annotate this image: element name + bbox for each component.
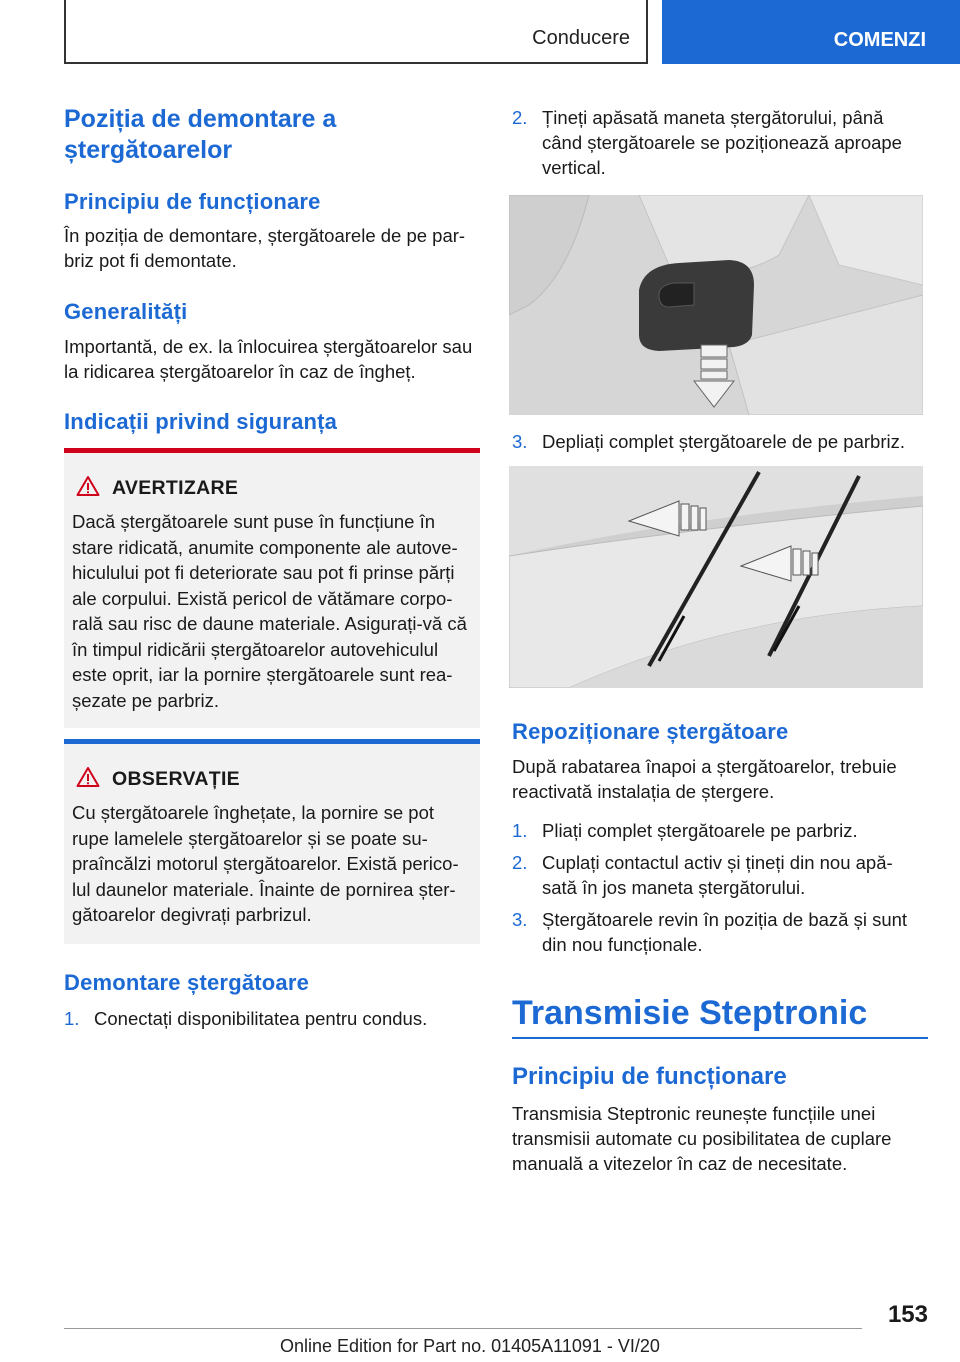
warning-line: Dacă ștergătoarele sunt puse în funcțiune în: [72, 511, 436, 532]
step-line: când ștergătoarele se poziționează aproape: [542, 132, 902, 153]
reposition-text: [512, 754, 897, 804]
step-text: Conectați disponibilitatea pentru condus.: [94, 1008, 428, 1029]
notice-box: [64, 744, 480, 944]
principle-heading: Principiu de funcționare: [64, 189, 321, 214]
step-line: sată în jos maneta ștergătorului.: [542, 877, 806, 898]
step-text: [542, 850, 893, 900]
notice-line: Cu ștergătoarele înghețate, la pornire se pot: [72, 802, 435, 823]
section-label: Conducere: [532, 27, 630, 49]
step-text: Pliați complet ștergătoarele pe parbriz.: [542, 820, 858, 841]
removal-step-3: [512, 429, 928, 454]
notice-line: praîncălzi motorul ștergătoarelor. Există perico‐: [72, 853, 459, 874]
step-line: Ștergătoarele revin în poziția de bază și sunt: [542, 909, 908, 930]
step-number: 1.: [512, 820, 528, 841]
header-section-box: [64, 0, 648, 64]
general-line1: Importantă, de ex. la înlocuirea ștergătoarelor sau: [64, 336, 473, 357]
warning-triangle-icon: [76, 475, 100, 497]
principle-line2: briz pot fi demontate.: [64, 250, 237, 271]
wiper-lever-illustration: [509, 195, 923, 415]
sub-heading: Principiu de funcționare: [512, 1063, 787, 1090]
warning-box: [64, 453, 480, 728]
section-title: Transmisie Steptronic: [512, 994, 868, 1032]
steptronic-line2: transmisii automate cu posibilitatea de cuplare: [512, 1128, 892, 1149]
warning-line: stare ridicată, anumite componente ale autove‐: [72, 536, 458, 558]
principle-line1: În poziția de demontare, ștergătoarele de pe par‐: [64, 225, 466, 246]
safety-heading: Indicații privind siguranța: [64, 409, 338, 434]
notice-line: rupe lamelele ștergătoarelor și se poate su‐: [72, 827, 428, 849]
wiper-lever-drawing: [509, 195, 923, 415]
reposition-step-2: [512, 850, 928, 898]
step-text: [542, 907, 907, 957]
section-title-rule: [512, 1037, 928, 1039]
footer-divider: [64, 1328, 862, 1329]
step-line: Cuplați contactul activ și țineți din nou apă‐: [542, 852, 893, 873]
page-number: 153: [887, 1301, 928, 1328]
warning-line: hiculului pot fi deteriorate sau pot fi prinse părți: [72, 562, 455, 583]
warning-body: [72, 509, 467, 713]
steptronic-line1: Transmisia Steptronic reunește funcțiile unei: [512, 1103, 876, 1124]
removal-step-1: [64, 1006, 480, 1031]
page-title-line2: ștergătoarelor: [64, 136, 233, 164]
step-number: 3.: [512, 909, 528, 930]
warning-line: șezate pe parbriz.: [72, 689, 220, 711]
general-text: [64, 334, 472, 384]
notice-title: OBSERVAȚIE: [112, 768, 240, 790]
notice-line: lul daunelor materiale. Înainte de pornirea șter‐: [72, 878, 456, 900]
steptronic-text: [512, 1101, 891, 1176]
notice-body: [72, 800, 459, 928]
warning-line: rală sau risc de daune materiale. Asigurați-vă că: [72, 613, 467, 634]
chapter-tab[interactable]: [662, 0, 960, 64]
reposition-step-3: [512, 907, 928, 955]
step-number: 2.: [512, 852, 528, 873]
step-number: 1.: [64, 1008, 80, 1029]
notice-line: gătoarelor degivrați parbrizul.: [72, 904, 312, 925]
reposition-line1: După rabatarea înapoi a ștergătoarelor, trebuie: [512, 756, 897, 777]
removal-heading: Demontare ștergătoare: [64, 970, 310, 995]
chapter-tab-label: COMENZI: [833, 29, 926, 51]
warning-title: AVERTIZARE: [112, 477, 239, 499]
step-text: [542, 105, 902, 180]
step-line: din nou funcționale.: [542, 934, 703, 955]
windshield-wipers-drawing: [509, 466, 923, 688]
step-text: Depliați complet ștergătoarele de pe parbriz.: [542, 431, 905, 452]
reposition-step-1: [512, 818, 928, 843]
windshield-wipers-illustration: [509, 466, 923, 688]
steptronic-line3: manuală a vitezelor în caz de necesitate.: [512, 1153, 848, 1174]
step-number: 2.: [512, 107, 528, 128]
general-line2: la ridicarea ștergătoarelor în caz de îngheț.: [64, 361, 416, 382]
notice-triangle-icon: [76, 766, 100, 788]
warning-line: ale corpului. Există pericol de vătămare corpo‐: [72, 587, 453, 609]
general-heading: Generalități: [64, 299, 188, 324]
reposition-line2: reactivată instalația de ștergere.: [512, 781, 775, 802]
step-number: 3.: [512, 431, 528, 452]
step-line: Țineți apăsată maneta ștergătorului, până: [542, 107, 884, 128]
edition-text: Online Edition for Part no. 01405A11091 - VI/20: [280, 1336, 660, 1356]
principle-text: [64, 223, 465, 273]
step-line: vertical.: [542, 157, 606, 178]
page-title-line1: Poziția de demontare a: [64, 105, 337, 133]
removal-step-2: [512, 105, 928, 181]
reposition-heading: Repoziționare ștergătoare: [512, 719, 789, 744]
warning-line: în timpul ridicării ștergătoarelor autovehiculul: [72, 638, 439, 660]
warning-line: este oprit, iar la pornire ștergătoarele sunt rea‐: [72, 664, 453, 685]
page-title: [64, 104, 336, 166]
